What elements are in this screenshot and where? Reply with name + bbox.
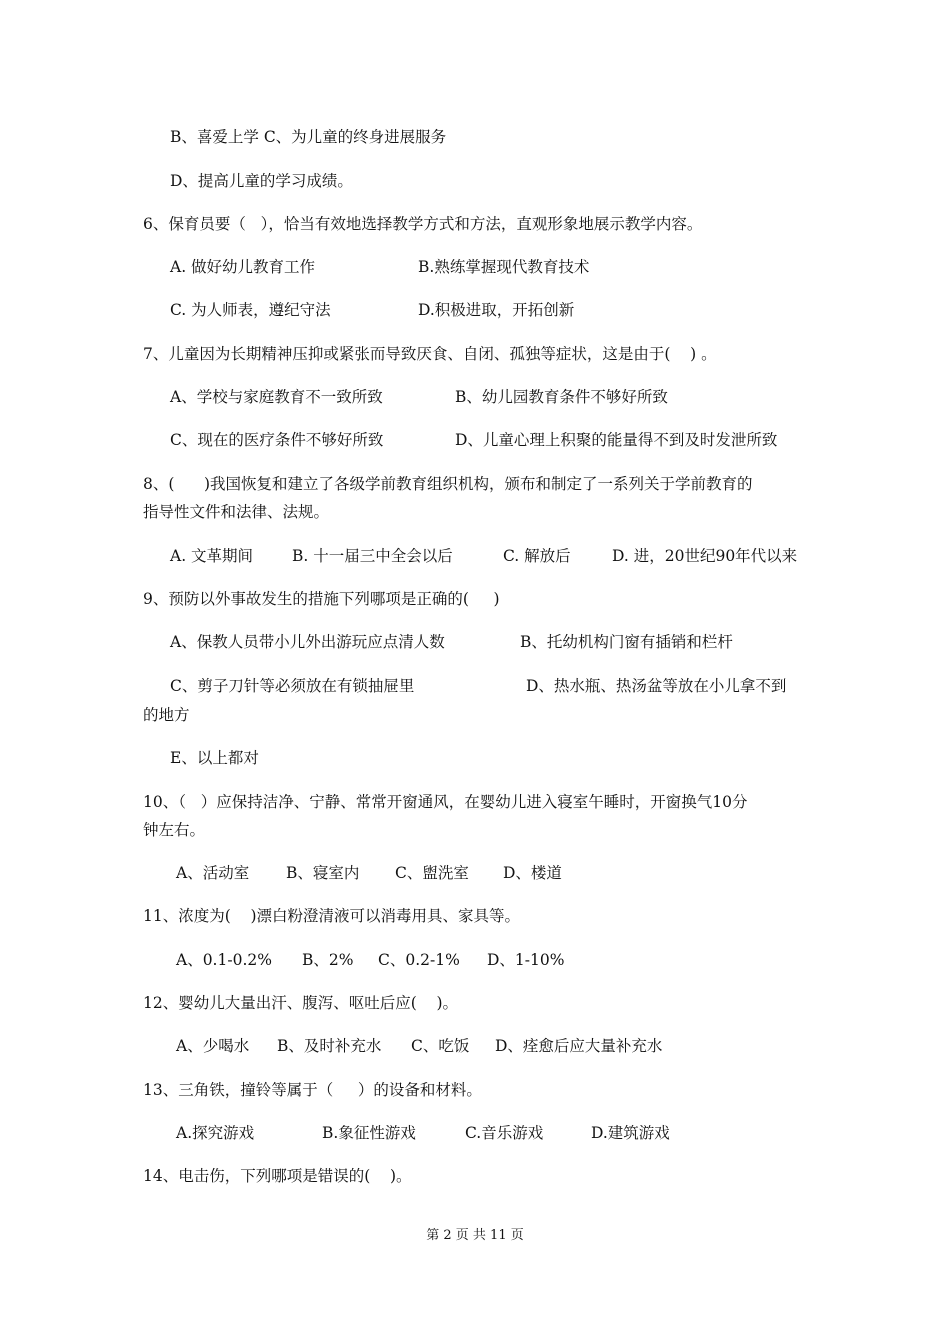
question-9: 9、预防以外事故发生的措施下列哪项是正确的( )	[143, 590, 500, 608]
option-c: C. 解放后	[503, 547, 571, 565]
option-a: A、少喝水	[176, 1037, 250, 1055]
question-6: 6、保育员要（ ），恰当有效地选择教学方式和方法，直观形象地展示教学内容。	[143, 215, 703, 233]
option-c: C、0.2-1%	[378, 951, 460, 969]
option-d: D、热水瓶、热汤盆等放在小儿拿不到	[526, 677, 787, 695]
option-c: C、现在的医疗条件不够好所致	[170, 431, 384, 449]
option-b: B、及时补充水	[277, 1037, 382, 1055]
question-8: 8、( )我国恢复和建立了各级学前教育组织机构，颁布和制定了一系列关于学前教育的	[143, 475, 753, 493]
option-d: D、1-10%	[487, 951, 565, 969]
option-d-cont: 的地方	[143, 706, 190, 724]
question-8-cont: 指导性文件和法律、法规。	[143, 503, 330, 521]
question-14: 14、电击伤，下列哪项是错误的( )。	[143, 1167, 412, 1185]
option-a: A、保教人员带小儿外出游玩应点清人数	[170, 633, 445, 651]
option-c: C. 为人师表，遵纪守法	[170, 301, 331, 319]
question-12: 12、婴幼儿大量出汗、腹泻、呕吐后应( )。	[143, 994, 459, 1012]
page-footer: 第 2 页 共 11 页	[426, 1228, 524, 1243]
option-b: B、幼儿园教育条件不够好所致	[455, 388, 668, 406]
option-c: C、剪子刀针等必须放在有锁抽屉里	[170, 677, 415, 695]
option-d: D、儿童心理上积聚的能量得不到及时发泄所致	[455, 431, 778, 449]
option-c: C.音乐游戏	[465, 1124, 544, 1142]
question-10: 10、（ ）应保持洁净、宁静、常常开窗通风，在婴幼儿进入寝室午睡时，开窗换气10分	[143, 793, 748, 811]
option-b: B、托幼机构门窗有插销和栏杆	[520, 633, 733, 651]
question-10-cont: 钟左右。	[143, 821, 206, 839]
option-d: D、楼道	[503, 864, 562, 882]
option-d: D.积极进取，开拓创新	[418, 301, 575, 319]
option-line: D、提高儿童的学习成绩。	[170, 172, 353, 190]
option-a: A. 文革期间	[170, 547, 254, 565]
option-a: A、学校与家庭教育不一致所致	[170, 388, 383, 406]
option-a: A、活动室	[176, 864, 250, 882]
question-7: 7、儿童因为长期精神压抑或紧张而导致厌食、自闭、孤独等症状，这是由于( ) 。	[143, 345, 717, 363]
option-b: B、2%	[302, 951, 354, 969]
option-b: B、寝室内	[286, 864, 360, 882]
option-a: A.探究游戏	[176, 1124, 255, 1142]
option-line: B、喜爱上学 C、为儿童的终身进展服务	[170, 128, 447, 146]
option-d: D、痊愈后应大量补充水	[495, 1037, 663, 1055]
option-d: D.建筑游戏	[591, 1124, 670, 1142]
option-c: C、盥洗室	[395, 864, 469, 882]
option-b: B.象征性游戏	[322, 1124, 416, 1142]
option-a: A、0.1-0.2%	[176, 951, 272, 969]
option-d: D. 进，20世纪90年代以来	[612, 547, 798, 565]
option-e: E、以上都对	[170, 749, 259, 767]
option-a: A. 做好幼儿教育工作	[170, 258, 316, 276]
option-b: B.熟练掌握现代教育技术	[418, 258, 590, 276]
option-b: B. 十一届三中全会以后	[292, 547, 453, 565]
question-13: 13、三角铁，撞铃等属于（ ）的设备和材料。	[143, 1081, 482, 1099]
question-11: 11、浓度为( )漂白粉澄清液可以消毒用具、家具等。	[143, 907, 521, 925]
option-c: C、吃饭	[411, 1037, 470, 1055]
